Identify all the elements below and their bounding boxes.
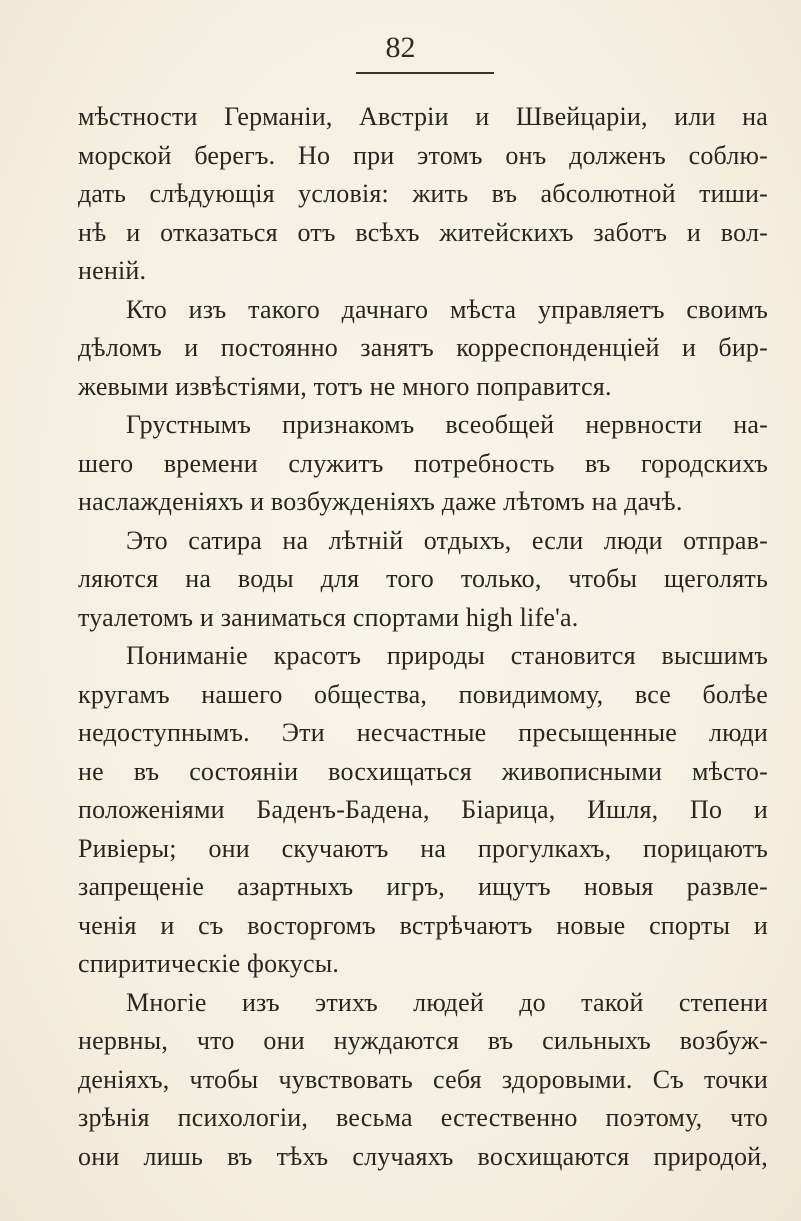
text-line: не въ состояніи восхищаться живописными мѣсто- bbox=[78, 756, 768, 786]
text-line: шего времени служитъ потребность въ городскихъ bbox=[78, 448, 768, 478]
text-line: ченія и съ восторгомъ встрѣчаютъ новые спорты и bbox=[78, 910, 768, 940]
body-text bbox=[78, 98, 768, 1176]
paragraph bbox=[78, 406, 768, 522]
text-line: спиритическіе фокусы. bbox=[78, 949, 340, 978]
text-line: Грустнымъ признакомъ всеобщей нервности на- bbox=[126, 410, 768, 439]
text-line: нѣ и отказаться отъ всѣхъ житейскихъ заботъ и вол- bbox=[78, 217, 768, 247]
text-line: запрещеніе азартныхъ игръ, ищутъ новыя развле- bbox=[78, 872, 768, 901]
text-line: Многіе изъ этихъ людей до такой степени bbox=[126, 987, 768, 1017]
text-line: дѣломъ и постоянно занятъ корреспонденціей и бир- bbox=[78, 333, 768, 362]
text-line: они лишь въ тѣхъ случаяхъ восхищаются природой, bbox=[78, 1141, 768, 1171]
text-line: кругамъ нашего общества, повидимому, все болѣе bbox=[78, 679, 768, 709]
header-rule bbox=[356, 72, 494, 74]
text-line: ляются на воды для того только, чтобы щеголять bbox=[78, 564, 768, 593]
text-line: дать слѣдующія условія: жить въ абсолютной тиши- bbox=[78, 179, 768, 208]
text-line: туалетомъ и заниматься спортами high life'а. bbox=[78, 602, 579, 632]
text-line: Пониманіе красотъ природы становится высшимъ bbox=[126, 641, 768, 670]
text-line: Ривіеры; они скучаютъ на прогулкахъ, порицаютъ bbox=[78, 833, 768, 863]
paragraph bbox=[78, 98, 768, 291]
text-line: наслажденіяхъ и возбужденіяхъ даже лѣтомъ на дачѣ. bbox=[78, 487, 683, 516]
text-line: жевыми извѣстіями, тотъ не много поправится. bbox=[78, 371, 612, 401]
text-line: деніяхъ, чтобы чувствовать себя здоровыми. Съ точки bbox=[78, 1064, 768, 1094]
paragraph bbox=[78, 984, 768, 1177]
text-line: неній. bbox=[78, 256, 147, 285]
text-line: положеніями Баденъ-Бадена, Біарица, Ишля, По и bbox=[78, 795, 768, 824]
text-line: недоступнымъ. Эти несчастные пресыщенные люди bbox=[78, 718, 768, 747]
text-line: зрѣнія психологіи, весьма естественно поэтому, что bbox=[78, 1103, 768, 1132]
text-line: нервны, что они нуждаются въ сильныхъ возбуж- bbox=[78, 1026, 768, 1055]
text-line: Кто изъ такого дачнаго мѣста управляетъ своимъ bbox=[126, 294, 768, 324]
paragraph bbox=[78, 291, 768, 407]
paragraph bbox=[78, 522, 768, 638]
paragraph bbox=[78, 637, 768, 984]
text-line: морской берегъ. Но при этомъ онъ долженъ соблю- bbox=[78, 140, 768, 170]
page-number: 82 bbox=[385, 31, 416, 64]
text-line: Это сатира на лѣтній отдыхъ, если люди отправ- bbox=[126, 525, 768, 555]
text-line: мѣстности Германіи, Австріи и Швейцаріи, или на bbox=[78, 102, 768, 131]
